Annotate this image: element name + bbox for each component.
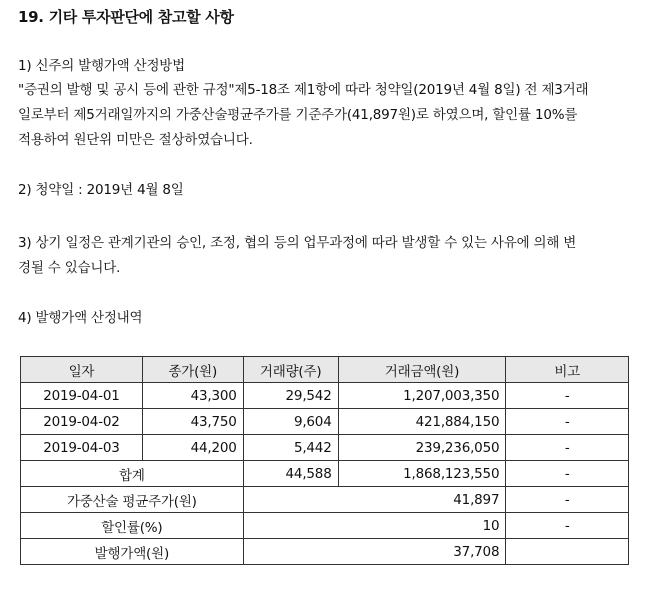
discount-rate-label: 할인률(%) xyxy=(21,513,244,539)
item3-line-2: 경될 수 있습니다. xyxy=(18,260,121,276)
cell-amount: 239,236,050 xyxy=(338,435,506,461)
item4-heading: 4) 발행가액 산정내역 xyxy=(18,310,143,326)
cell-date: 2019-04-02 xyxy=(21,409,143,435)
cell-close-price: 43,750 xyxy=(142,409,243,435)
cell-volume: 9,604 xyxy=(243,409,338,435)
total-amount: 1,868,123,550 xyxy=(338,461,506,487)
table-header-row xyxy=(21,357,629,383)
section-title: 19. 기타 투자판단에 참고할 사항 xyxy=(18,8,234,26)
average-price-note: - xyxy=(506,487,629,513)
total-label: 합계 xyxy=(21,461,244,487)
table-row xyxy=(21,435,629,461)
cell-date: 2019-04-03 xyxy=(21,435,143,461)
cell-note: - xyxy=(506,435,629,461)
item2-subscription-date: 2) 청약일 : 2019년 4월 8일 xyxy=(18,182,184,198)
cell-amount: 1,207,003,350 xyxy=(338,383,506,409)
cell-close-price: 43,300 xyxy=(142,383,243,409)
average-price-value: 41,897 xyxy=(243,487,506,513)
issue-price-table xyxy=(20,356,629,565)
total-row xyxy=(21,461,629,487)
item1-line-3: 적용하여 원단위 미만은 절상하였습니다. xyxy=(18,132,253,148)
table-row xyxy=(21,383,629,409)
header-note: 비고 xyxy=(506,357,629,383)
header-close-price: 종가(원) xyxy=(142,357,243,383)
issue-price-row xyxy=(21,539,629,565)
issue-price-value: 37,708 xyxy=(243,539,506,565)
discount-rate-row xyxy=(21,513,629,539)
discount-rate-note: - xyxy=(506,513,629,539)
header-date: 일자 xyxy=(21,357,143,383)
cell-note: - xyxy=(506,383,629,409)
header-amount: 거래금액(원) xyxy=(338,357,506,383)
table-row xyxy=(21,409,629,435)
item1-line-2: 일로부터 제5거래일까지의 가중산술평균주가를 기준주가(41,897원)로 하였으며, 할인률 10%를 xyxy=(18,107,578,123)
cell-note: - xyxy=(506,409,629,435)
cell-volume: 5,442 xyxy=(243,435,338,461)
item3-line-1: 3) 상기 일정은 관계기관의 승인, 조정, 협의 등의 업무과정에 따라 발생할 수 있는 사유에 의해 변 xyxy=(18,235,577,251)
issue-price-note xyxy=(506,539,629,565)
total-volume: 44,588 xyxy=(243,461,338,487)
cell-date: 2019-04-01 xyxy=(21,383,143,409)
item1-heading: 1) 신주의 발행가액 산정방법 xyxy=(18,58,185,74)
cell-amount: 421,884,150 xyxy=(338,409,506,435)
cell-close-price: 44,200 xyxy=(142,435,243,461)
discount-rate-value: 10 xyxy=(243,513,506,539)
item1-line-1: "증권의 발행 및 공시 등에 관한 규정"제5-18조 제1항에 따라 청약일(2019년 4월 8일) 전 제3거래 xyxy=(18,82,589,98)
issue-price-label: 발행가액(원) xyxy=(21,539,244,565)
total-note: - xyxy=(506,461,629,487)
header-volume: 거래량(주) xyxy=(243,357,338,383)
cell-volume: 29,542 xyxy=(243,383,338,409)
average-price-row xyxy=(21,487,629,513)
average-price-label: 가중산술 평균주가(원) xyxy=(21,487,244,513)
